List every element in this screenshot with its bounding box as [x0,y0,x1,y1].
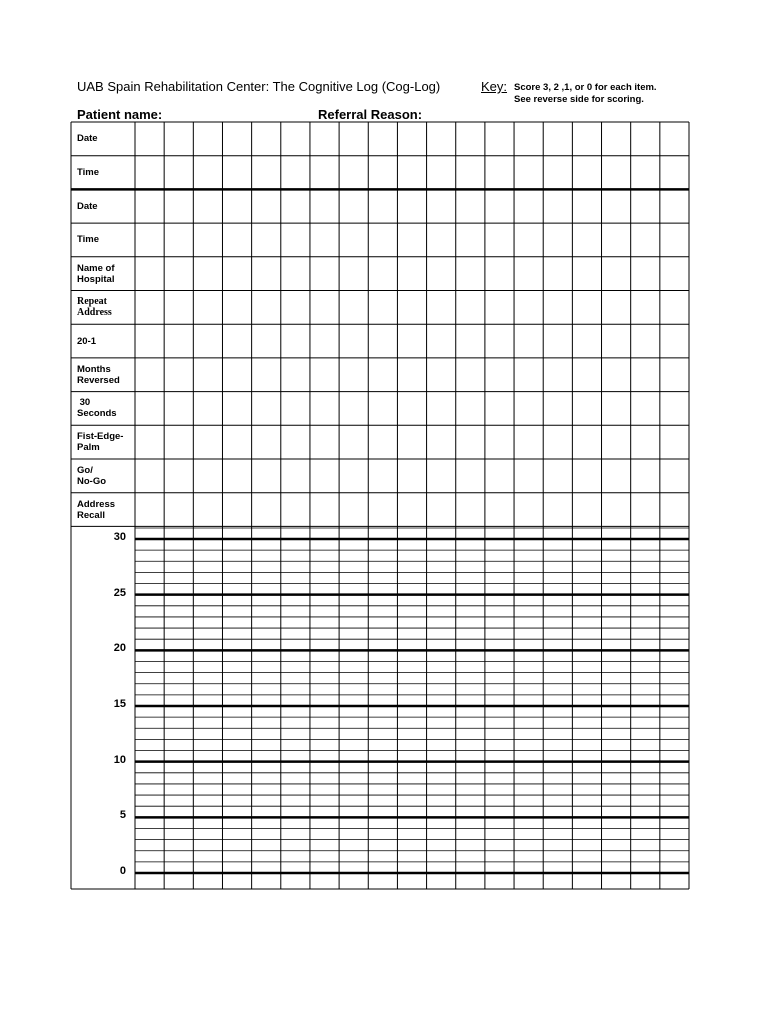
row-label: Months Reversed [77,363,120,386]
patient-name-label: Patient name: [77,107,163,122]
score-tick-label: 25 [113,586,126,599]
row-label: Time [77,167,100,179]
score-tick-label: 10 [113,753,126,766]
row-label: Date [77,133,98,145]
row-label: 20-1 [77,335,97,347]
score-tick-label: 30 [113,531,126,543]
row-label: Date [77,200,98,212]
row-label: 30 Seconds [77,397,117,420]
row-label: Name of Hospital [77,262,115,285]
score-tick-label: 15 [113,698,126,710]
row-label: Time [77,234,100,246]
row-label: Repeat Address [77,296,112,319]
referral-reason-label: Referral Reason: [318,107,423,122]
score-tick-label: 0 [119,865,126,877]
row-label: Go/ No-Go [77,464,107,487]
form-title: UAB Spain Rehabilitation Center: The Cognitive Log (Cog-Log) [77,79,441,94]
key-line-1: Score 3, 2 ,1, or 0 for each item. [514,82,657,93]
score-tick-label: 5 [119,809,126,822]
key-line-2: See reverse side for scoring. [514,94,644,105]
row-label: Fist-Edge- Palm [77,431,124,454]
key-label: Key: [481,79,508,94]
score-tick-label: 20 [113,642,126,655]
row-label: Address Recall [77,498,116,521]
